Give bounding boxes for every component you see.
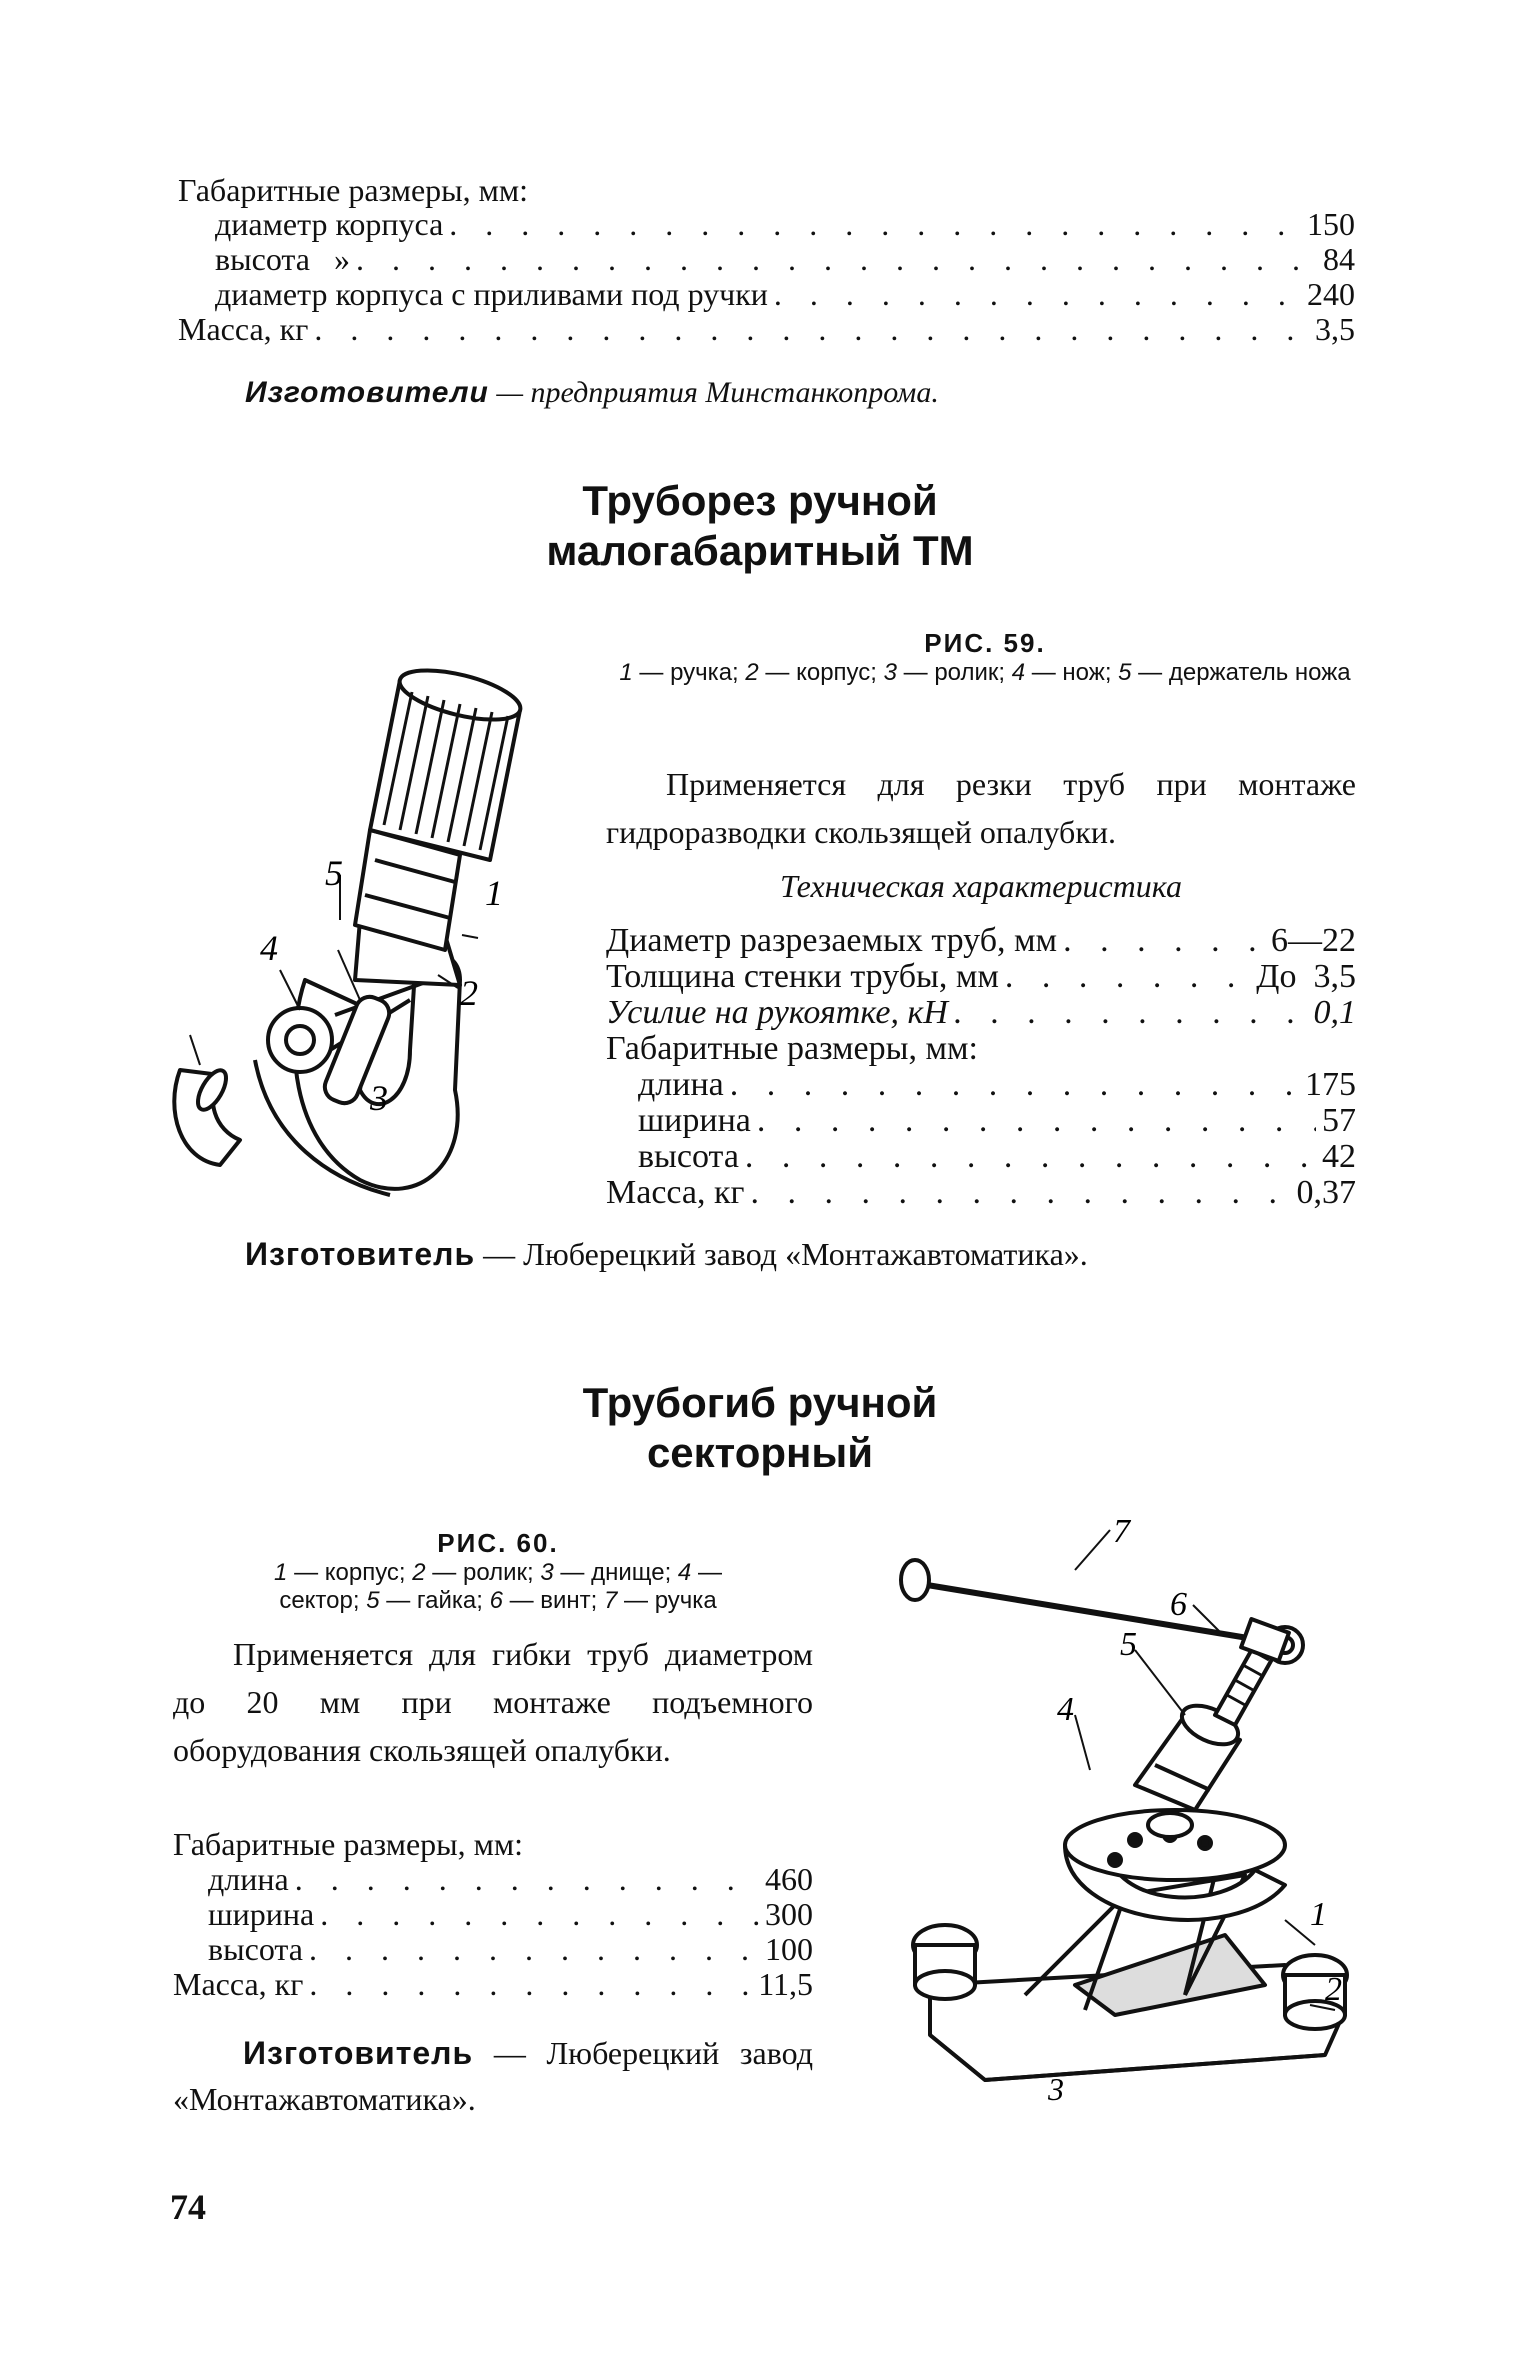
spec-row (173, 1966, 813, 2003)
spec-value: 84 (1323, 241, 1355, 277)
fig60-label-7: 7 (1113, 1515, 1130, 1550)
caption-part: — корпус; (287, 1559, 413, 1586)
spec-value: 0,37 (1296, 1174, 1356, 1211)
caption-num: 1 (274, 1559, 288, 1586)
caption-num: 1 (619, 659, 633, 686)
maker-text: — Люберецкий завод «Монтажавтоматика». (475, 1236, 1088, 1272)
fig60-label-4: 4 (1057, 1691, 1074, 1728)
spec-value: 100 (765, 1931, 813, 1967)
spec-row (606, 958, 1356, 996)
fig59-label-5: 5 (325, 853, 343, 893)
spec-value: 11,5 (758, 1966, 813, 2002)
section2-maker (173, 2030, 813, 2122)
caption-num: 5 (1118, 659, 1132, 686)
caption-part: сектор; (279, 1587, 367, 1614)
fig60-caption-line2 (168, 1587, 828, 1615)
spec-row (638, 1138, 1356, 1176)
section2-title-line2: секторный (646, 1429, 874, 1476)
spec-row (606, 922, 1356, 960)
spec-value: 6—22 (1271, 922, 1356, 959)
spec-label: ширина (638, 1102, 751, 1139)
fig59-label-1: 1 (485, 873, 503, 913)
spec-label: высота (638, 1138, 739, 1175)
fig60-label-3: 3 (1048, 2071, 1064, 2107)
spec-value: До 3,5 (1256, 958, 1356, 995)
caption-num: 7 (604, 1587, 618, 1614)
spec-row (208, 1896, 813, 1933)
fig60-label-5: 5 (1120, 1626, 1137, 1663)
caption-part: — корпус; (758, 659, 884, 686)
fig60-label-1: 1 (1310, 1896, 1327, 1933)
section2-title (400, 1378, 1120, 1478)
spec-label: Толщина стенки трубы, мм (606, 958, 999, 995)
spec-label: Масса, кг (173, 1966, 304, 2002)
caption-part: — ручка; (632, 659, 746, 686)
spec-value: 300 (765, 1896, 813, 1932)
spec-row (208, 1931, 813, 1968)
spec-label: высота » (215, 241, 350, 277)
spec-value: 175 (1305, 1066, 1356, 1103)
section2-title-line1: Трубогиб ручной (582, 1379, 938, 1426)
cutter-body-shape (295, 954, 460, 1189)
spec-label: Диаметр разрезаемых труб, мм (606, 922, 1058, 959)
caption-num: 4 (677, 1559, 692, 1586)
spec-value: 3,5 (1315, 311, 1355, 347)
section1-maker (245, 1236, 1088, 1273)
spec-label: длина (638, 1066, 724, 1103)
caption-num: 2 (412, 1559, 426, 1586)
pipe-bender-figure (885, 1515, 1385, 2115)
spec-row (208, 1861, 813, 1898)
maker-text: — Люберецкий завод «Монтажавтоматика». (173, 2035, 813, 2117)
fig60-caption (168, 1528, 828, 1615)
section1-title (400, 476, 1120, 576)
caption-part: — ролик; (425, 1559, 541, 1586)
caption-num: 4 (1011, 659, 1026, 686)
maker-label: Изготовитель (245, 1236, 476, 1272)
top-maker (245, 376, 939, 410)
caption-num: 3 (540, 1559, 554, 1586)
spec-value: 57 (1322, 1102, 1356, 1139)
section1-description: Применяется для резки труб при монтаже гидроразводки скользящей опалубки. (606, 766, 1356, 850)
spec-value: 150 (1307, 206, 1355, 242)
section2-dims-header: Габаритные размеры, мм: (173, 1826, 524, 1862)
maker-label: Изготовители (245, 376, 489, 409)
section2-description: Применяется для гибки труб диаметром до 20 мм при монтаже подъемного оборудования скользящей опалубки. (173, 1636, 813, 1768)
spec-label: длина (208, 1861, 289, 1897)
caption-part: — нож; (1025, 659, 1119, 686)
fig60-label-6: 6 (1170, 1586, 1187, 1623)
fig60-label-2: 2 (1325, 1971, 1342, 2008)
caption-part: — (691, 1559, 722, 1586)
spec-row (638, 1102, 1356, 1140)
section1-spec-title: Техническая характеристика (780, 868, 1182, 904)
section1-dims-header: Габаритные размеры, мм: (606, 1030, 978, 1067)
spec-label: Масса, кг (178, 311, 309, 347)
page-number: 74 (170, 2187, 206, 2227)
fig59-label-4: 4 (260, 928, 278, 968)
spec-value: 460 (765, 1861, 813, 1897)
spec-row (215, 206, 1355, 243)
fig59-caption-text (590, 659, 1380, 687)
caption-part: — ручка (617, 1587, 717, 1614)
spec-label: высота (208, 1931, 303, 1967)
caption-num: 3 (883, 659, 897, 686)
caption-num: 5 (366, 1587, 380, 1614)
spec-row (606, 1174, 1356, 1212)
caption-part: — днище; (553, 1559, 678, 1586)
spec-row (606, 994, 1356, 1032)
caption-num: 2 (745, 659, 759, 686)
spec-row (638, 1066, 1356, 1104)
spec-label: Усилие на рукоятке, кН (606, 994, 948, 1031)
fig59-label-3: 3 (370, 1078, 388, 1118)
pipe-cutter-figure (160, 620, 600, 1220)
fig60-caption-line1 (168, 1559, 828, 1587)
spec-label: диаметр корпуса (215, 206, 444, 242)
caption-part: — гайка; (379, 1587, 490, 1614)
spec-row (215, 276, 1355, 313)
spec-label: диаметр корпуса с приливами под ручки (215, 276, 768, 312)
section1-title-line2: малогабаритный ТМ (546, 527, 974, 574)
section1-title-line1: Труборез ручной (582, 477, 938, 524)
spec-label: ширина (208, 1896, 315, 1932)
caption-part: — винт; (502, 1587, 605, 1614)
spec-value: 240 (1307, 276, 1355, 312)
spec-row (178, 311, 1355, 348)
fig59-label-2: 2 (460, 973, 478, 1013)
caption-part: — держатель ножа (1131, 659, 1351, 686)
spec-value: 0,1 (1313, 994, 1356, 1031)
spec-value: 42 (1322, 1138, 1356, 1175)
caption-num: 6 (489, 1587, 503, 1614)
fig60-title: РИС. 60. (437, 1528, 559, 1558)
maker-label: Изготовитель (243, 2035, 474, 2071)
spec-label: Масса, кг (606, 1174, 745, 1211)
spec-row (215, 241, 1355, 278)
caption-part: — ролик; (896, 659, 1012, 686)
fig59-title: РИС. 59. (924, 628, 1046, 658)
top-dims-header: Габаритные размеры, мм: (178, 172, 529, 208)
fig59-caption (590, 628, 1380, 687)
maker-text: — предприятия Минстанкопрома. (488, 376, 939, 409)
